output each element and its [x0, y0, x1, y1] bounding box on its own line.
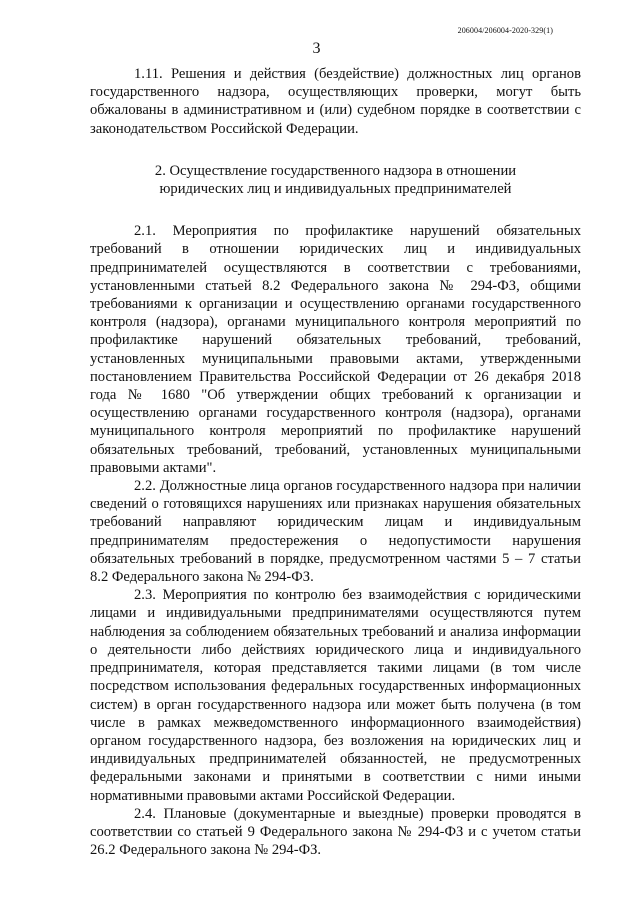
document-body	[90, 65, 581, 859]
paragraph-1-11: 1.11. Решения и действия (бездействие) должностных лиц органов государственного надзора, осуществляющих проверки, могут быть обжалованы в административном и (или) судебном порядке в соответствии с законодательством Российской Федерации.	[90, 66, 581, 137]
paragraph-2-2: 2.2. Должностные лица органов государственного надзора при наличии сведений о готовящихся нарушениях или признаках нарушения обязательных требований направляют юридическим лицам и индивидуальным предпринимателям предостережения о недопустимости нарушения обязательных требований в порядке, предусмотренном частями 5 – 7 статьи 8.2 Федерального закона № 294-ФЗ.	[90, 478, 581, 586]
document-id: 206004/206004-2020-329(1)	[457, 26, 553, 35]
section-heading-line-2: юридических лиц и индивидуальных предпринимателей	[159, 181, 512, 198]
section-heading-line-1: 2. Осуществление государственного надзора в отношении	[154, 162, 517, 179]
paragraph-2-1: 2.1. Мероприятия по профилактике нарушений обязательных требований в отношении юридических лиц и индивидуальных предпринимателей осуществляются в соответствии с требованиями, установленными статьей 8.2 Федерального закона № 294-ФЗ, общими требованиями к организации и осуществлению органами государственного контроля (надзора), органами муниципального контроля мероприятий по профилактике нарушений обязательных требований, требований, установленных муниципальными правовыми актами, утвержденными постановлением Правительства Российской Федерации от 26 декабря 2018 года № 1680 "Об утверждении общих требований к организации и осуществлению органами государственного контроля (надзора), органами муниципального контроля мероприятий по профилактике нарушений обязательных требований, требований, установленных муниципальными правовыми актами".	[90, 223, 581, 476]
page-number: 3	[312, 40, 321, 57]
section-2-heading	[90, 162, 581, 198]
paragraph-2-4: 2.4. Плановые (документарные и выездные) проверки проводятся в соответствии со статьей 9 Федерального закона № 294-ФЗ и с учетом статьи 26.2 Федерального закона № 294-ФЗ.	[90, 805, 581, 859]
paragraph-2-3: 2.3. Мероприятия по контролю без взаимодействия с юридическими лицами и индивидуальными предпринимателями осуществляются путем наблюдения за соблюдением обязательных требований и анализа информации о деятельности либо действиях юридического лица и индивидуального предпринимателя, которая представляется такими лицами (в том числе посредством использования федеральных государственных информационных систем) в орган государственного надзора или может быть получена (в том числе в рамках межведомственного информационного взаимодействия) органом государственного надзора, без возложения на юридических лиц и индивидуальных предпринимателей обязанностей, не предусмотренных федеральными законами и принятыми в соответствии с ними иными нормативными правовыми актами Российской Федерации.	[90, 587, 581, 804]
